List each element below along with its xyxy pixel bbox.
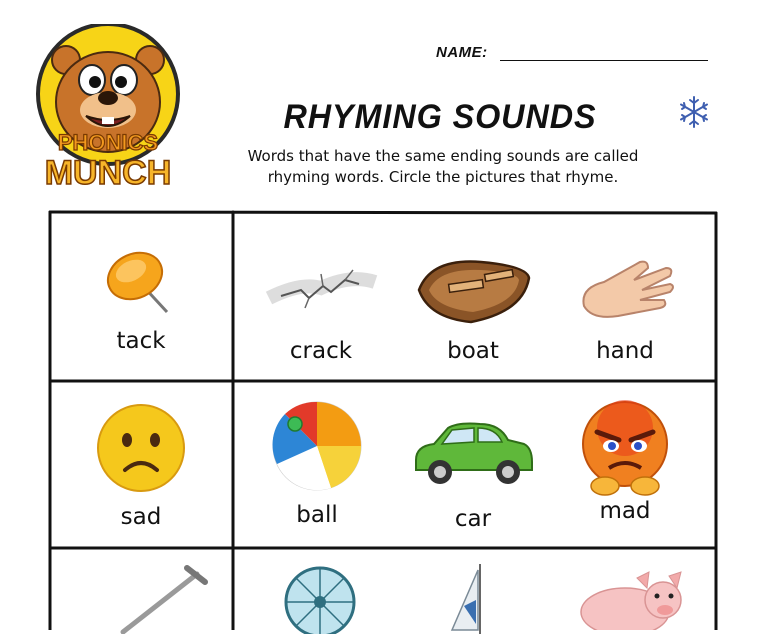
- target-word: sad: [120, 504, 162, 530]
- choice-word: car: [454, 506, 492, 532]
- crack-icon: [261, 252, 381, 326]
- nail-icon: [113, 564, 213, 634]
- phonics-munch-logo: [32, 24, 184, 188]
- target-cell-nail: [108, 564, 218, 634]
- choice-word: hand: [596, 338, 654, 364]
- boat-icon: [411, 252, 535, 328]
- name-line[interactable]: [500, 60, 708, 61]
- pig-icon: [577, 568, 687, 630]
- name-field[interactable]: [436, 44, 716, 68]
- page-title: RHYMING SOUNDS: [283, 98, 597, 136]
- beach-ball-icon: [271, 400, 363, 492]
- target-word: tack: [116, 328, 166, 354]
- choice-cell-pig[interactable]: [572, 568, 692, 630]
- name-label: NAME:: [436, 44, 488, 61]
- target-cell-tack: [66, 246, 216, 354]
- choice-cell-boat[interactable]: [398, 252, 548, 364]
- snowflake-icon: [676, 94, 712, 130]
- pushpin-icon: [101, 246, 181, 318]
- angry-face-icon: [575, 398, 675, 498]
- target-cell-sad: [66, 402, 216, 530]
- choice-cell-hand[interactable]: [550, 252, 700, 364]
- sailboat-icon: [440, 564, 500, 634]
- sad-face-icon: [95, 402, 187, 494]
- choice-cell-car[interactable]: [398, 416, 548, 532]
- svg-text:PHONICS: PHONICS: [57, 130, 159, 155]
- choice-cell-sailboat[interactable]: [420, 564, 520, 634]
- fan-icon: [280, 564, 360, 634]
- choice-word: ball: [296, 502, 338, 528]
- choice-cell-crack[interactable]: [246, 252, 396, 364]
- choice-word: mad: [599, 498, 651, 524]
- car-icon: [410, 416, 536, 488]
- instructions-line-1: Words that have the same ending sounds are called: [247, 147, 639, 165]
- hand-icon: [570, 252, 680, 328]
- choice-cell-ball[interactable]: [242, 400, 392, 528]
- choice-cell-fan[interactable]: [250, 564, 390, 634]
- choice-word: crack: [289, 338, 353, 364]
- choice-word: boat: [447, 338, 499, 364]
- svg-text:MUNCH: MUNCH: [44, 154, 172, 188]
- instructions-line-2: rhyming words. Circle the pictures that rhyme.: [267, 168, 619, 186]
- choice-cell-mad[interactable]: [550, 398, 700, 524]
- instructions: [200, 146, 686, 188]
